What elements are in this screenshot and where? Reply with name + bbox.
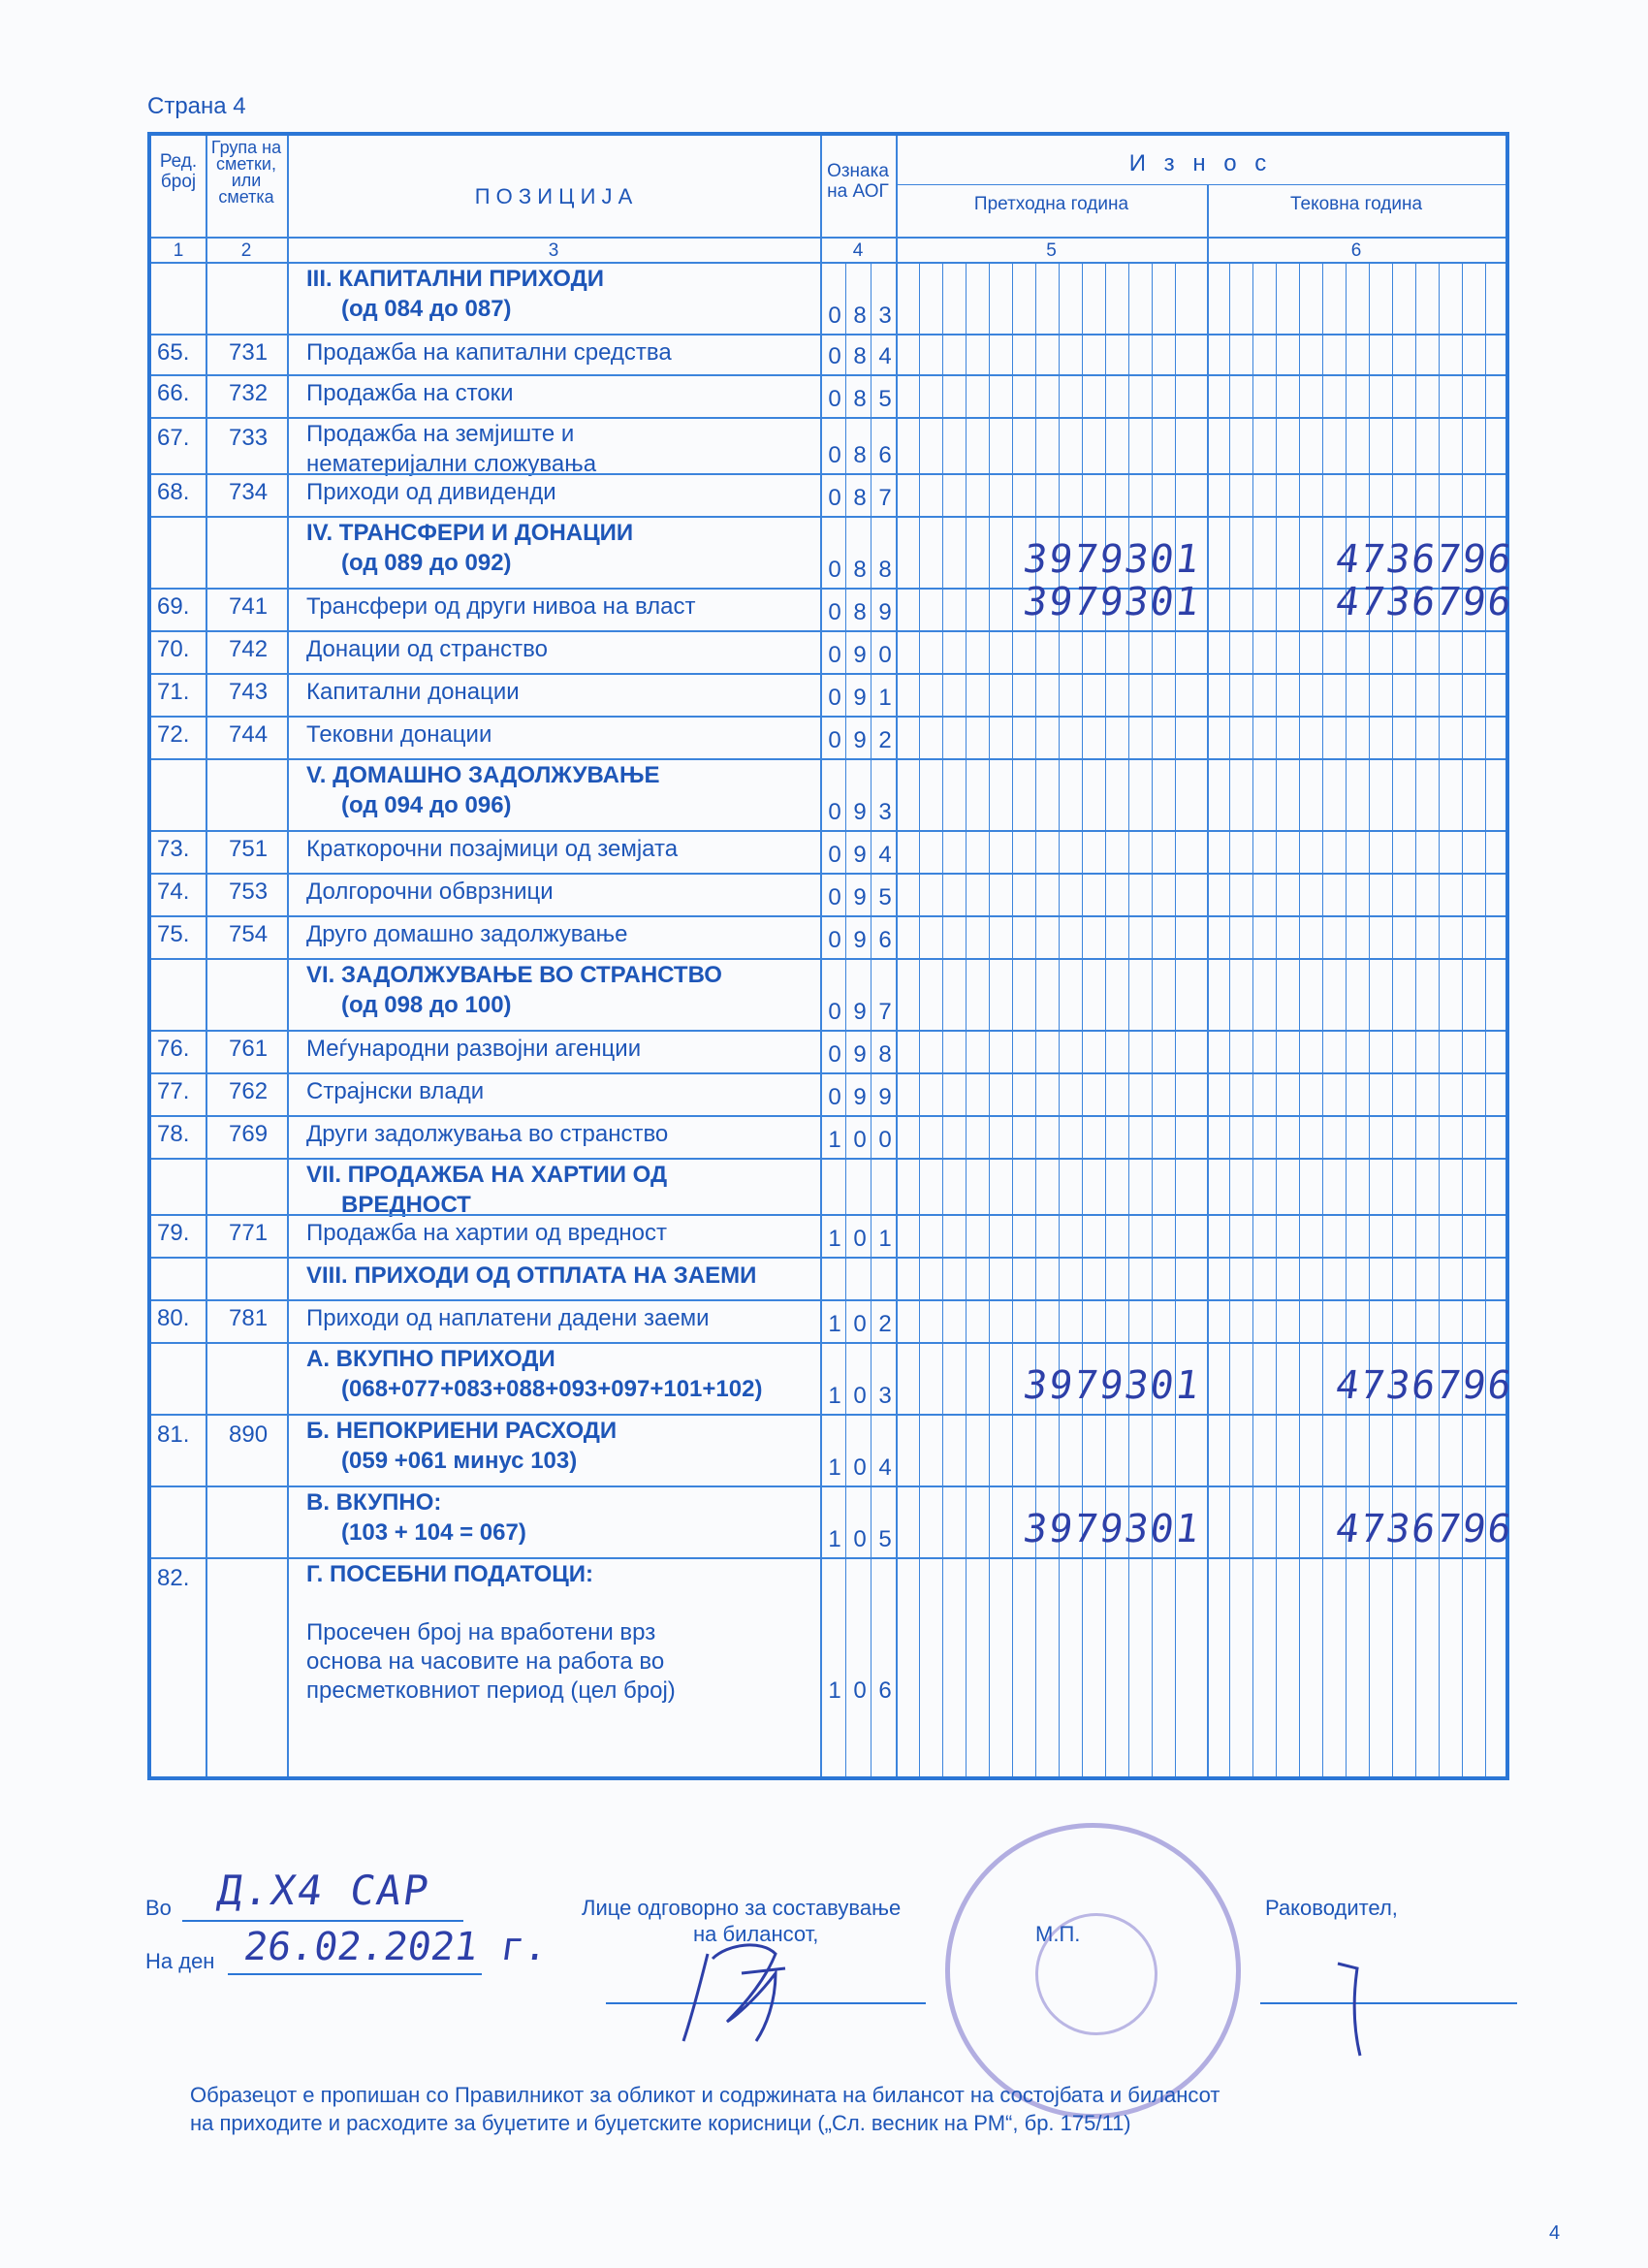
row-group: 781: [229, 1305, 269, 1331]
row-divider: [151, 417, 1505, 419]
row-number: 80.: [157, 1305, 190, 1331]
row-divider: [151, 1414, 1505, 1416]
row-group: 762: [229, 1078, 269, 1104]
row-number: 67.: [157, 425, 190, 451]
amount-grid-line: [966, 262, 967, 1776]
aog-digit: 3: [878, 303, 892, 329]
row-position-text: V. ДОМАШНО ЗАДОЛЖУВАЊЕ: [306, 762, 660, 788]
curr-year-amount: 4736796: [1332, 537, 1516, 582]
col-number: 6: [1350, 240, 1362, 261]
row-number: 78.: [157, 1121, 190, 1147]
aog-digit: 1: [828, 1226, 841, 1252]
aog-digit: 0: [828, 642, 841, 668]
aog-digit: 0: [828, 599, 841, 625]
aog-digit: 0: [853, 1383, 867, 1409]
aog-digit: 8: [878, 1041, 892, 1068]
row-position-text: III. КАПИТАЛНИ ПРИХОДИ: [306, 266, 604, 292]
row-group: 742: [229, 636, 269, 662]
row-divider: [151, 1072, 1505, 1074]
prev-year-amount: 3979301: [1020, 537, 1204, 582]
header-position: П О З И Ц И Ј А: [474, 184, 633, 208]
aog-digit: 2: [878, 1311, 892, 1337]
row-position-text: (068+077+083+088+093+097+101+102): [341, 1376, 763, 1402]
row-number: 82.: [157, 1565, 190, 1591]
aog-digit: 0: [853, 1127, 867, 1153]
aog-digit: 0: [853, 1526, 867, 1552]
date-handwritten: 26.02.2021 г.: [240, 1925, 552, 1969]
row-group: 771: [229, 1220, 269, 1246]
amount-grid-line: [1322, 262, 1323, 1776]
director-label: Раководител,: [1265, 1896, 1398, 1920]
row-number: 71.: [157, 679, 190, 705]
aog-digit: 9: [853, 842, 867, 868]
row-position-text: А. ВКУПНО ПРИХОДИ: [306, 1346, 555, 1372]
row-position-text: VIII. ПРИХОДИ ОД ОТПЛАТА НА ЗАЕМИ: [306, 1262, 757, 1289]
aog-digit: 8: [853, 343, 867, 369]
row-group: 761: [229, 1036, 269, 1062]
footnote-line2: на приходите и расходите за буџетите и буџетските корисници („Сл. весник на РМ“, бр. 175/11): [190, 2111, 1131, 2135]
curr-year-amount: 4736796: [1332, 1507, 1516, 1551]
prev-year-amount: 3979301: [1020, 1363, 1204, 1408]
col-divider: [896, 136, 898, 1776]
row-group: 733: [229, 425, 269, 451]
aog-digit: 0: [828, 927, 841, 953]
row-position-text: Г. ПОСЕБНИ ПОДАТОЦИ:: [306, 1561, 594, 1587]
aog-digit: 0: [853, 1226, 867, 1252]
row-position-text: VII. ПРОДАЖБА НА ХАРТИИ ОД: [306, 1162, 668, 1188]
row-number: 72.: [157, 721, 190, 748]
prev-year-amount: 3979301: [1020, 580, 1204, 624]
responsible-label: Лице одговорно за составување: [582, 1896, 902, 1920]
row-divider: [151, 758, 1505, 760]
row-group: 731: [229, 339, 269, 366]
amount-grid-line: [1276, 262, 1277, 1776]
footnote-line1: Образецот е пропишан со Правилникот за обликот и содржината на билансот на состојбата и билансот: [190, 2083, 1220, 2107]
row-number: 73.: [157, 836, 190, 862]
curr-year-amount: 4736796: [1332, 1363, 1516, 1408]
row-number: 65.: [157, 339, 190, 366]
row-position-text: Други задолжувања во странство: [306, 1121, 669, 1147]
row-position-text: ВРЕДНОСТ: [341, 1192, 471, 1218]
aog-digit: 0: [828, 727, 841, 753]
col-divider: [820, 136, 822, 1776]
header-group: Група на сметки, или сметка: [210, 138, 282, 207]
aog-digit: 9: [853, 727, 867, 753]
row-position-text: Меѓународни развојни агенции: [306, 1036, 642, 1062]
col-number: 2: [240, 240, 252, 261]
aog-digit: 0: [828, 999, 841, 1025]
row-number: 81.: [157, 1421, 190, 1448]
aog-digit: 0: [828, 685, 841, 711]
row-position-text: Б. НЕПОКРИЕНИ РАСХОДИ: [306, 1418, 618, 1444]
director-signature: [1333, 1954, 1372, 2060]
aog-digit: 0: [828, 343, 841, 369]
row-divider: [151, 1214, 1505, 1216]
income-table: [147, 132, 1516, 1780]
row-divider: [151, 630, 1505, 632]
aog-digit: 1: [828, 1526, 841, 1552]
row-divider: [151, 830, 1505, 832]
row-position-text: Краткорочни позајмици од земјата: [306, 836, 679, 862]
row-divider: [151, 1299, 1505, 1301]
aog-digit: 4: [878, 842, 892, 868]
aog-digit: 7: [878, 485, 892, 511]
row-divider: [151, 915, 1505, 917]
row-divider: [151, 716, 1505, 718]
row-position-text: Страјнски влади: [306, 1078, 485, 1104]
aog-digit: 6: [878, 1677, 892, 1704]
aog-digit: 1: [828, 1127, 841, 1153]
row-position-text: Тековни донации: [306, 721, 492, 748]
page-number: 4: [1549, 2222, 1561, 2244]
row-position-text: Приходи од наплатени дадени заеми: [306, 1305, 710, 1331]
header-aog: Ознака на АОГ: [827, 161, 889, 202]
row-position-text: (од 084 до 087): [341, 296, 512, 322]
stamp-label: М.П.: [1035, 1922, 1081, 1946]
header-prev-year: Претходна година: [973, 194, 1129, 214]
aog-digit: 8: [853, 386, 867, 412]
header-divider: [896, 184, 1505, 185]
col-number: 1: [173, 240, 184, 261]
aog-digit: 8: [878, 557, 892, 583]
aog-digit: 0: [828, 303, 841, 329]
responsible-label-2: на билансот,: [693, 1922, 819, 1946]
header-rownum: Ред. број: [159, 151, 198, 192]
aog-digit: 8: [853, 557, 867, 583]
row-position-text: VI. ЗАДОЛЖУВАЊЕ ВО СТРАНСТВО: [306, 962, 722, 988]
row-position-text: IV. ТРАНСФЕРИ И ДОНАЦИИ: [306, 520, 634, 546]
prev-year-amount: 3979301: [1020, 1507, 1204, 1551]
row-position-text: (од 089 до 092): [341, 550, 512, 576]
amount-grid-line: [942, 262, 943, 1776]
col-divider: [1207, 184, 1209, 1776]
row-position-text: В. ВКУПНО:: [306, 1489, 442, 1516]
row-divider: [151, 1115, 1505, 1117]
aog-digit-divider: [845, 262, 846, 1776]
aog-digit: 9: [853, 799, 867, 825]
col-number: 3: [548, 240, 559, 261]
row-divider: [151, 873, 1505, 875]
aog-digit: 9: [853, 1041, 867, 1068]
aog-digit-divider: [871, 262, 872, 1776]
row-position-text: Долгорочни обврзници: [306, 878, 554, 905]
row-number: 70.: [157, 636, 190, 662]
row-position-text: (од 098 до 100): [341, 992, 512, 1018]
amount-grid-line: [1299, 262, 1300, 1776]
row-group: 741: [229, 593, 269, 620]
aog-digit: 9: [878, 1084, 892, 1110]
aog-digit: 1: [878, 685, 892, 711]
row-number: 74.: [157, 878, 190, 905]
aog-digit: 0: [853, 1311, 867, 1337]
aog-digit: 1: [828, 1454, 841, 1481]
row-position-text: Продажба на земјиште и: [306, 421, 575, 447]
aog-digit: 5: [878, 884, 892, 910]
row-divider: [151, 1158, 1505, 1160]
aog-digit: 0: [828, 884, 841, 910]
aog-digit: 8: [853, 303, 867, 329]
col-number: 4: [852, 240, 864, 261]
row-position-text: Приходи од дивиденди: [306, 479, 556, 505]
official-stamp: [945, 1823, 1241, 2119]
col-number: 5: [1046, 240, 1057, 261]
page-label: Страна 4: [147, 93, 246, 119]
row-divider: [151, 516, 1505, 518]
aog-digit: 3: [878, 1383, 892, 1409]
row-group: 769: [229, 1121, 269, 1147]
row-number: 77.: [157, 1078, 190, 1104]
aog-digit: 0: [828, 1084, 841, 1110]
row-position-text: нематеријални сложувања: [306, 451, 597, 477]
row-number: 69.: [157, 593, 190, 620]
aog-digit: 0: [828, 842, 841, 868]
row-group: 890: [229, 1421, 269, 1448]
amount-grid-line: [1252, 262, 1253, 1776]
place-line: [182, 1920, 463, 1922]
aog-digit: 0: [828, 485, 841, 511]
row-position-text: пресметковниот период (цел број): [306, 1677, 676, 1704]
aog-digit: 6: [878, 442, 892, 468]
row-position-text: Продажба на хартии од вредност: [306, 1220, 667, 1246]
row-position-text: Донации од странство: [306, 636, 548, 662]
row-divider: [151, 1030, 1505, 1032]
row-divider: [151, 958, 1505, 960]
aog-digit: 8: [853, 599, 867, 625]
aog-digit: 1: [878, 1226, 892, 1252]
row-position-text: основа на часовите на работа во: [306, 1648, 665, 1675]
row-divider: [151, 1257, 1505, 1259]
row-divider: [151, 1342, 1505, 1344]
aog-digit: 8: [853, 442, 867, 468]
row-position-text: (059 +061 минус 103): [341, 1448, 578, 1474]
aog-digit: 2: [878, 727, 892, 753]
col-divider: [287, 136, 289, 1776]
amount-grid-line: [1012, 262, 1013, 1776]
row-number: 76.: [157, 1036, 190, 1062]
aog-digit: 9: [853, 999, 867, 1025]
row-group: 754: [229, 921, 269, 947]
place-handwritten: Д.Х4 САР: [214, 1867, 433, 1914]
aog-digit: 1: [828, 1677, 841, 1704]
row-position-text: Просечен број на вработени врз: [306, 1619, 656, 1645]
row-group: 734: [229, 479, 269, 505]
amount-grid-line: [919, 262, 920, 1776]
header-amount: И з н о с: [1128, 150, 1273, 176]
row-number: 66.: [157, 380, 190, 406]
row-group: 743: [229, 679, 269, 705]
row-number: 68.: [157, 479, 190, 505]
aog-digit: 1: [828, 1383, 841, 1409]
aog-digit: 9: [853, 927, 867, 953]
aog-digit: 9: [853, 642, 867, 668]
aog-digit: 0: [828, 442, 841, 468]
aog-digit: 3: [878, 799, 892, 825]
row-position-text: (103 + 104 = 067): [341, 1519, 526, 1546]
date-label: На ден: [145, 1949, 215, 1973]
row-divider: [151, 1557, 1505, 1559]
row-divider: [151, 374, 1505, 376]
aog-digit: 0: [828, 1041, 841, 1068]
row-group: 751: [229, 836, 269, 862]
aog-digit: 9: [853, 884, 867, 910]
aog-digit: 8: [853, 485, 867, 511]
aog-digit: 5: [878, 1526, 892, 1552]
aog-digit: 6: [878, 927, 892, 953]
row-position-text: Друго домашно задолжување: [306, 921, 628, 947]
row-number: 79.: [157, 1220, 190, 1246]
curr-year-amount: 4736796: [1332, 580, 1516, 624]
aog-digit: 4: [878, 1454, 892, 1481]
aog-digit: 4: [878, 343, 892, 369]
aog-digit: 0: [853, 1454, 867, 1481]
aog-digit: 9: [878, 599, 892, 625]
aog-digit: 0: [828, 799, 841, 825]
row-position-text: Продажба на стоки: [306, 380, 514, 406]
row-position-text: (од 094 до 096): [341, 792, 512, 818]
col-divider: [206, 136, 207, 1776]
aog-digit: 0: [828, 557, 841, 583]
aog-digit: 0: [828, 386, 841, 412]
aog-digit: 0: [878, 1127, 892, 1153]
aog-digit: 1: [828, 1311, 841, 1337]
row-divider: [151, 1485, 1505, 1487]
amount-grid-line: [989, 262, 990, 1776]
header-curr-year: Тековна година: [1289, 194, 1423, 214]
aog-digit: 5: [878, 386, 892, 412]
director-signature-line: [1260, 2002, 1517, 2004]
header-divider: [151, 237, 1505, 239]
row-divider: [151, 334, 1505, 335]
row-divider: [151, 473, 1505, 475]
row-position-text: Продажба на капитални средства: [306, 339, 672, 366]
aog-digit: 7: [878, 999, 892, 1025]
row-divider: [151, 673, 1505, 675]
header-divider: [151, 262, 1505, 264]
aog-digit: 9: [853, 685, 867, 711]
row-group: 744: [229, 721, 269, 748]
responsible-signature: [669, 1934, 824, 2051]
aog-digit: 0: [878, 642, 892, 668]
aog-digit: 0: [853, 1677, 867, 1704]
row-divider: [151, 588, 1505, 590]
row-number: 75.: [157, 921, 190, 947]
row-group: 732: [229, 380, 269, 406]
amount-grid-line: [1229, 262, 1230, 1776]
aog-digit: 9: [853, 1084, 867, 1110]
place-label: Во: [145, 1896, 172, 1920]
row-position-text: Капитални донации: [306, 679, 520, 705]
date-line: [228, 1973, 482, 1975]
row-position-text: Трансфери од други нивоа на власт: [306, 593, 696, 620]
row-group: 753: [229, 878, 269, 905]
